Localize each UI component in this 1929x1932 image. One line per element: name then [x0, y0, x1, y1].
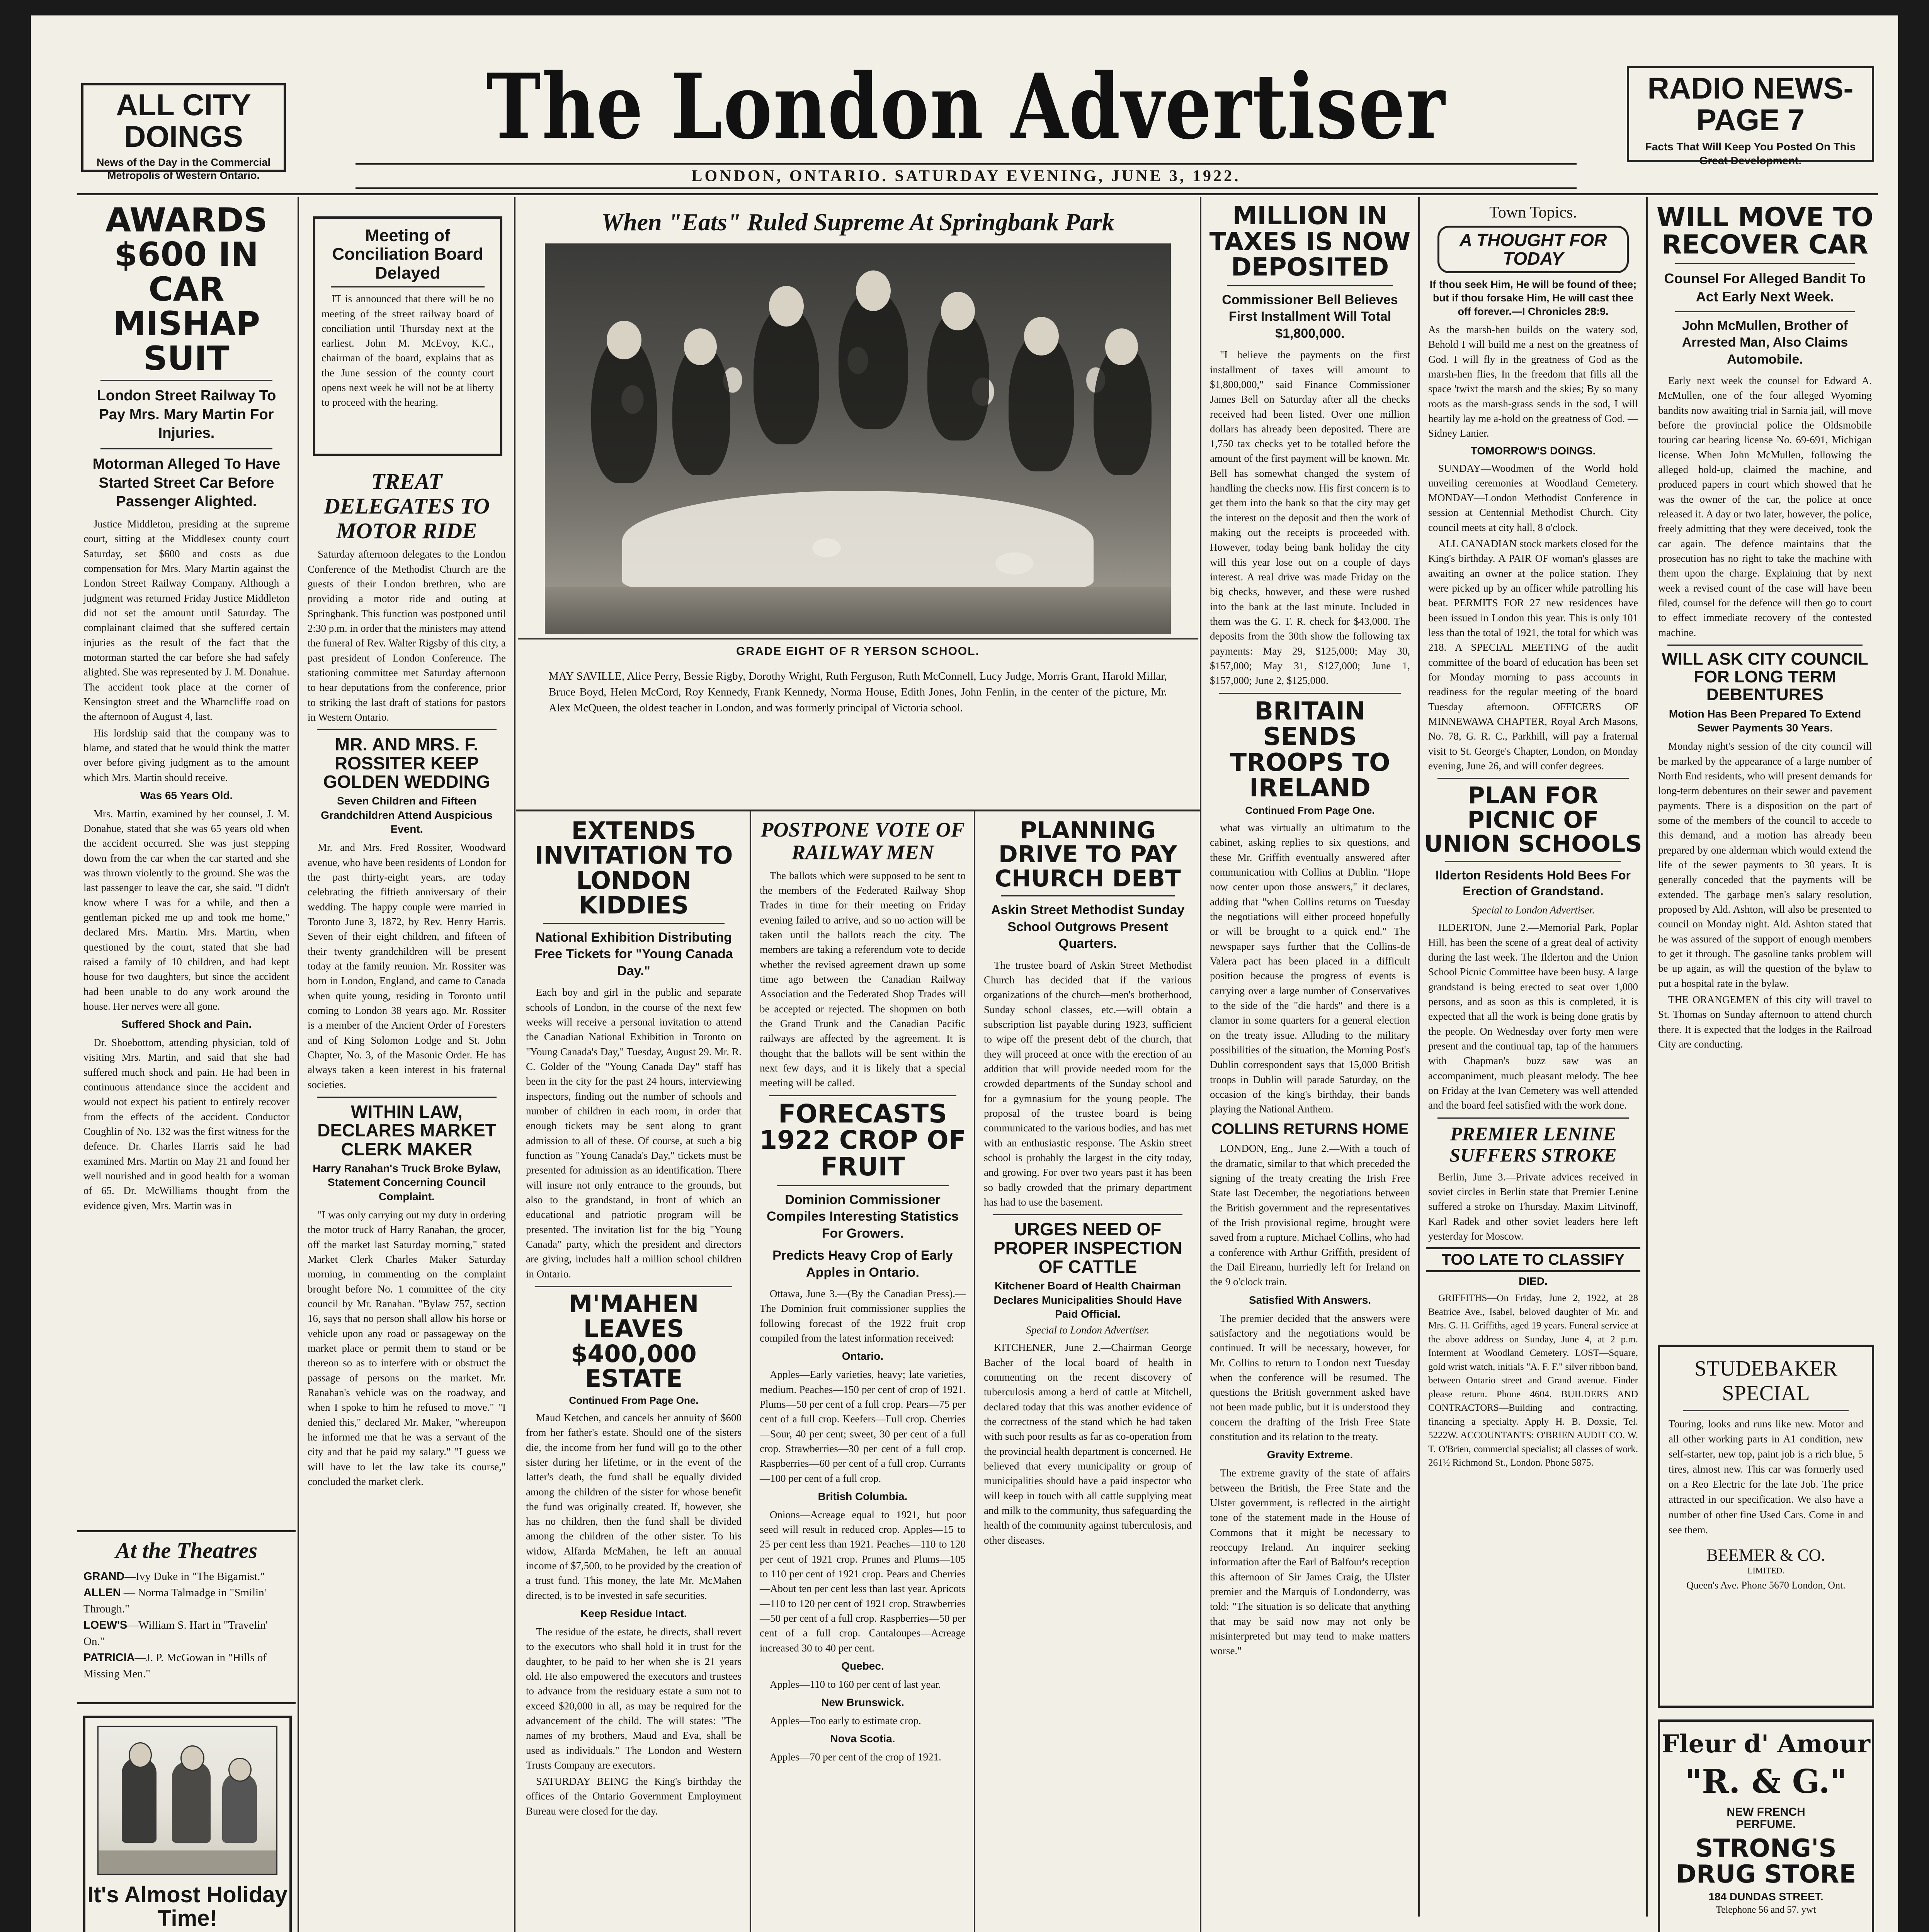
car-mishap-deck-2: Motorman Alleged To Have Started Street Car Before Passenger Alighted. — [92, 456, 281, 510]
lenine-headline: PREMIER LENINE SUFFERS STROKE — [1449, 1122, 1617, 1166]
conciliation-headline: Meeting of Conciliation Board Delayed — [332, 226, 483, 282]
column-4 — [754, 815, 972, 1932]
kodak-holiday-line: It's Almost Holiday Time! — [87, 1882, 287, 1931]
collins-headline: COLLINS RETURNS HOME — [1211, 1121, 1409, 1138]
church-debt-deck: Askin Street Methodist Sunday School Outgrows Present Quarters. — [991, 903, 1185, 951]
market-clerk-headline: WITHIN LAW, DECLARES MARKET CLERK MAKER — [317, 1101, 496, 1159]
dateline: LONDON, ONTARIO. SATURDAY EVENING, JUNE 3, 1922. — [691, 167, 1241, 185]
fruit-forecast-deck-1: Dominion Commissioner Compiles Interesting Statistics For Growers. — [767, 1192, 959, 1241]
invitation-deck: National Exhibition Distributing Free Tickets for "Young Canada Day." — [534, 930, 733, 978]
column-6 — [1204, 201, 1416, 1913]
fruit-ontario-label: Ontario. — [842, 1350, 884, 1362]
radio-news-title: RADIO NEWS-PAGE 7 — [1647, 71, 1854, 137]
cattle-headline: URGES NEED OF PROPER INSPECTION OF CATTLE — [993, 1219, 1182, 1277]
fruit-forecast-headline: FORECASTS 1922 CROP OF FRUIT — [759, 1099, 966, 1182]
column-1 — [77, 201, 296, 1526]
radio-news-box — [1627, 66, 1874, 167]
strongs-telephone: Telephone 56 and 57. ywt — [1716, 1905, 1816, 1915]
lenine-story: Berlin, June 3.—Private advices received in soviet circles in Berlin state that Premier Lenine suffered a stroke on Thursday. Maxim Litvinoff, Karl Radek and other soviet leaders here left yesterday for Moscow. — [1428, 1171, 1638, 1242]
mahen-story-1: Maud Ketchen, and cancels her annuity of $600 from her father's estate. Should one of the sisters die, the income from her fund will go to the other sister during her lifetime, or in the event of the latter's death, the fund shall be equally divided among the children of the sister for whose benefit the fund was originally created. If, however, she has no children, then the fund shall be divided among the children of the other sister. To his widow, Alfarda McMahen, he left an annual income of $7,500, to be provided by the creation of a trust fund. This money, the late Mr. McMahen directed, is to be invested in safe securities. — [526, 1412, 742, 1601]
city-doings-box — [81, 83, 286, 182]
strongs-address: 184 DUNDAS STREET. — [1708, 1891, 1824, 1903]
car-mishap-para-1: Justice Middleton, presiding at the supreme court, sitting at the Middlesex county court Saturday, set $600 and costs as due compensation for Mrs. Mary Martin against the London Street Railway Company. Although a judgment was returned Friday Justice Middleton did not set the amount until Saturday. The complainant claimed that she suffered certain injuries as the result of the fact that the motorman started the car before she had safely alighted. She was represented by J. M. Donahue. The accident took place at the corner of Kensington street and the Wharncliffe road on the afternoon of August 4, last. — [83, 518, 289, 723]
car-mishap-para-2: His lordship said that the company was to blame, and stated that he would think the matter over before giving judgment as to the amount which Mrs. Martin should receive. — [83, 727, 289, 783]
church-debt-story: The trustee board of Askin Street Methodist Church has decided that if the various organizations of the church—men's brotherhood, Sunday school classes, etc.—will obtain a subscription list payable during 1923, sufficient to wipe off the present debt of the church, that they will proceed at once with the erection of an addition that will provide needed room for the crowded departments of the Sunday school and for a gymnasium for the young people. The proposal of the trustee board is being communicated to the various bodies, and has met with an enthusiastic response. The Askin street school is probably the largest in the city today, and growing. For over two years past it has been so badly crowded that the primary department has had to use the basement. — [984, 959, 1192, 1208]
debentures-story: Monday night's session of the city council will be marked by the appearance of a large number of North End residents, who will present demands for long-term debentures on their sewer and pavement payments. There is a disposition on the part of some of the members of the council to accede to this demand, and a motion has already been prepared by one alderman which would extend the life of the sewer payments to 30 years. It is generally conceded that the payments will be extended. The garbage men's salary resolution, proposed by Ald. Ashton, will also be presented to council on Monday night. Ald. Ashton stated that he was assured of the support of enough members to get it through. The gasoline tanks problem will be up again, as will the question of the bylaw to put a hospital rate in the bylaw. — [1658, 740, 1872, 989]
tomorrow-title: TOMORROW'S DOINGS. — [1470, 444, 1596, 457]
car-mishap-para-3: Mrs. Martin, examined by her counsel, J. M. Donahue, stated that she was 65 years old when the accident occurred. She was just stepping down from the car when the car started and she was thrown violently to the ground. She was the last passenger to leave the car, she said. "I didn't know where I was for a while, and then a gentleman picked me up and took me home," declared Mrs. Martin. Mrs. Martin, when questioned by the court, stated that she had raised a family of 10 children, and had kept house for two daughters, but since the accident had been unable to do any work around the house. Her nerves were all gone. — [83, 808, 289, 1012]
column-5 — [978, 815, 1198, 1932]
recover-car-deck-2: John McMullen, Brother of Arrested Man, Also Claims Automobile. — [1682, 318, 1848, 367]
saturday-note: SATURDAY BEING the King's birthday the offices of the Ontario Government Employment Bureau were closed for the day. — [526, 1776, 742, 1817]
orangemen-note: THE ORANGEMEN of this city will travel to St. Thomas on Sunday afternoon to attend church there. It is expected that the lodges in the Railroad City are conducting. — [1658, 993, 1872, 1050]
city-doings-sub: News of the Day in the Commercial Metropolis of Western Ontario. — [96, 156, 271, 182]
cattle-deck: Kitchener Board of Health Chairman Declares Municipalities Should Have Paid Official. — [993, 1280, 1182, 1320]
gravity-subhead: Gravity Extreme. — [1267, 1449, 1353, 1461]
rossiter-story: Mr. and Mrs. Fred Rossiter, Woodward avenue, who have been residents of London for the past thirty-eight years, are today celebrating the fiftieth anniversary of their wedding. The happy couple were married in Toronto June 3, 1872, by Rev. Henry Harris. Seven of their eight children, and fifteen of their twenty grandchildren will be present today at the family reunion. Mr. Rossiter was born in London, England, and came to Canada when quite young, residing in Toronto until coming to London 38 years ago. Mr. Rossiter is a member of the Ancient Order of Foresters and of King Solomon Lodge and St. John Chapter, No. 3, of the Masonic Order. He has always taken a keen interest in his fraternal societies. — [308, 842, 506, 1090]
recover-car-headline: WILL MOVE TO RECOVER CAR — [1656, 202, 1874, 260]
fruit-ns-label: Nova Scotia. — [830, 1733, 895, 1745]
fleur-rg: "R. & G." — [1685, 1762, 1847, 1801]
newspaper-page — [31, 15, 1898, 1932]
conciliation-story: IT is announced that there will be no meeting of the street railway board of conciliation until Thursday next at the earliest. John M. McEvoy, K.C., chairman of the board, explains that as the June session of the county court opens next week he will not be at liberty to proceed with the hearing. — [322, 293, 494, 408]
classified-items: GRIFFITHS—On Friday, June 2, 1922, at 28 Beatrice Ave., Isabel, beloved daughter of Mr. and Mrs. G. H. Griffiths, aged 19 years. Funeral service at the above address on Sunday, June 4, at 2 p.m. Interment at Woodland Cemetery. LOST—Square, gold wrist watch, initials "A. F. F." silver ribbon band, between Ontario street and Grand avenue. Finder please return. Phone 4604. BUILDERS AND CONTRACTORS—Building and contracting, financing a specialty. Apply H. B. Doxsie, Tel. 5222W. ACCOUNTANTS: O'BRIEN AUDIT CO. W. T. O'Brien, commercial specialist; all classes of work. 261½ Richmond St., London. Phone 5875. — [1428, 1293, 1638, 1468]
theater-patricia: PATRICIA—J. P. McGowan in "Hills of Missing Men." — [83, 1651, 267, 1680]
photo-headline: When "Eats" Ruled Supreme At Springbank Park — [601, 208, 1114, 236]
treat-delegates-headline: TREAT DELEGATES TO MOTOR RIDE — [323, 469, 490, 543]
theater-allen: ALLEN — Norma Talmadge in "Smilin' Through." — [83, 1586, 266, 1615]
railway-vote-headline: POSTPONE VOTE OF RAILWAY MEN — [760, 818, 965, 864]
studebaker-ad — [1658, 1345, 1874, 1708]
rossiter-deck: Seven Children and Fifteen Grandchildren Attend Auspicious Event. — [321, 795, 493, 835]
ireland-headline: BRITAIN SENDS TROOPS TO IRELAND — [1230, 697, 1390, 803]
fleur-damour-ad — [1658, 1719, 1874, 1932]
fruit-intro: Ottawa, June 3.—(By the Canadian Press).—The Dominion fruit commissioner supplies the following forecast of the 1922 fruit crop compiled from the latest information received: — [760, 1288, 966, 1344]
mahen-headline: M'MAHEN LEAVES $400,000 ESTATE — [568, 1289, 699, 1393]
thought-box — [1437, 226, 1629, 273]
strongs-drug-store: STRONG'S DRUG STORE — [1676, 1834, 1856, 1889]
died-label: DIED. — [1519, 1275, 1548, 1287]
market-clerk-story: "I was only carrying out my duty in ordering the motor truck of Harry Ranahan, the grocer, off the market last Saturday morning," stated Market Clerk Charles Maker Saturday morning, in commenting on the complaint brought before No. 1 committee of the city council by Mr. Ranahan. "Bylaw 757, section 16, says that no person shall allow his horse or vehicle upon any road or passageway on the market place or permit them to stand or be thereon so as to interfere with or obstruct the passage of persons on the market. Mr. Ranahan's vehicle was on the roadway, and when I spoke to him he refused to move." "I denied this," declared Mr. Maker, "whereupon he informed me that he was a servant of the city and that he paid my salary." "I guess we will have to let the law take its course," concluded the market clerk. — [308, 1209, 506, 1487]
debentures-deck: Motion Has Been Prepared To Extend Sewer Payments 30 Years. — [1669, 707, 1861, 734]
mahen-subhead: Keep Residue Intact. — [580, 1607, 687, 1620]
mahen-continued: Continued From Page One. — [569, 1394, 699, 1406]
beemer-limited: LIMITED. — [1747, 1565, 1784, 1575]
studebaker-copy: Touring, looks and runs like new. Motor and all other working parts in A1 condition, new self-starter, new top, paint job is a rich blue, 5 tires, almost new. This car was formerly used on a Reo Electric for the late Job. The price attracted in our specification. We also have a number of other fine Used Cars. Come in and see them. — [1669, 1418, 1863, 1536]
too-late-title: TOO LATE TO CLASSIFY — [1441, 1251, 1625, 1269]
photo-caption: MAY SAVILLE, Alice Perry, Bessie Rigby, Dorothy Wright, Ruth Ferguson, Ruth McConnell, Lucy Judge, Morris Grant, Harold Millar, Bruce Boyd, Helen McCord, Roy Kennedy, Frank Kennedy, Norma House, Edith Jones, John Fenlin, in the center of the picture, Mr. Alex McQueen, the oldest teacher in London, and was formerly principal of Victoria school. — [549, 670, 1167, 714]
thought-verse: If thou seek Him, He will be found of thee; but if thou forsake Him, He will cast thee off forever.—I Chronicles 28:9. — [1429, 278, 1637, 317]
railway-vote-story: The ballots which were supposed to be sent to the members of the Federated Railway Shop Trades in time for their meeting on Friday evening failed to arrive, and so no action will be taken until the ballots reach the city. The members are taking a referendum vote to decide whether the revised agreement drawn up some time ago between the Canadian Railway Association and the Federated Shop Trades will be accepted or rejected. The shopmen on both the Grand Trunk and the Canadian Pacific railways are affected by the agreement. It is thought that the ballots will be sent within the next few days, and it is likely that a special meeting will be called. — [760, 869, 966, 1089]
fruit-quebec: Apples—110 to 160 per cent of last year. — [770, 1678, 941, 1690]
car-mishap-headline: AWARDS $600 IN CAR MISHAP SUIT — [105, 201, 268, 378]
market-clerk-deck: Harry Ranahan's Truck Broke Bylaw, Statement Concerning Council Complaint. — [313, 1162, 501, 1202]
church-debt-headline: PLANNING DRIVE TO PAY CHURCH DEBT — [995, 817, 1181, 892]
thought-title: A THOUGHT FOR TODAY — [1459, 230, 1607, 269]
masthead — [309, 54, 1623, 189]
car-mishap-para-4: Dr. Shoebottom, attending physician, told of visiting Mrs. Martin, and said that she had suffered much shock and pain. He had been in continuous attendance since the accident and would not expect his patient to entirely recover from the effects of the accident. Conductor Coughlin of No. 132 was the first witness for the defence. Dr. Charles Harris said he had examined Mrs. Martin on May 21 and found her well nourished and in good health for a woman of 65. Dr. McWilliams thought from the evidence given, Mrs. Martin was in — [83, 1036, 289, 1211]
satisfied-subhead: Satisfied With Answers. — [1249, 1294, 1371, 1306]
tomorrow-doings: SUNDAY—Woodmen of the World hold unveiling ceremonies at Woodland Cemetery. MONDAY—London Methodist Conference in session at Centennial Methodist Church. City council meets at city hall, 8 o'clock. — [1428, 462, 1638, 533]
debentures-headline: WILL ASK CITY COUNCIL FOR LONG TERM DEBENTURES — [1662, 650, 1868, 704]
city-doings-title: ALL CITY DOINGS — [116, 88, 251, 153]
recover-car-story: Early next week the counsel for Edward A. McMullen, one of the four alleged Wyoming bandits now awaiting trial in Sarnia jail, will move before the provincial police the Oldsmobile touring car bearing license No. 69-691, Michigan license. When John McMullen, following the alleged hold-up, claimed the machine, and produced papers in court which showed that he was the owner of the car, the police at once released it. A day or two later, however, the police, freely admitting that they were deceived, took the car again. The defence maintains that the prosecution has no right to take the machine with them upon the charge. Explaining that by next week a revised count of the case will have been filed, counsel for the defence will then go to court to effect immediate recovery of the contested machine. — [1658, 375, 1872, 638]
picnic-story: ILDERTON, June 2.—Memorial Park, Poplar Hill, has been the scene of a great deal of activity during the last week. The Ilderton and the Union School Picnic Committee have been busy. A large grandstand is being erected to seat over 1,000 persons, and as soon as this is completed, it is expected that all the work is being done gratis by the people. On Wednesday over forty men were present and the continual tap, tap of the hammers with Chapman's buzz saw was an accompaniment, much pleasant melody. The bee on Friday at the Ivan Cemetery was well attended and the board feel satisfied with the work done. — [1428, 922, 1638, 1111]
mahen-story-2: The residue of the estate, he directs, shall revert to the executors who shall hold it in trust for the daughter, to be paid to her when she is 21 years old. He also empowered the executors and trustees to advance from the residuary estate a sum not to exceed $20,000 in all, as may be required for the advancement of the child. The will states: "The names of my brothers, Maud and Eva, shall be used as individuals." The London and Western Trusts Company are executors. — [526, 1626, 742, 1771]
cattle-special: Special to London Advertiser. — [1026, 1324, 1150, 1336]
newspaper-title: The London Advertiser — [486, 54, 1446, 159]
picnic-special: Special to London Advertiser. — [1471, 904, 1595, 916]
fruit-forecast-deck-2: Predicts Heavy Crop of Early Apples in Ontario. — [772, 1248, 953, 1280]
beemer-name: BEEMER & CO. — [1706, 1545, 1825, 1565]
fruit-bc-label: British Columbia. — [818, 1490, 908, 1502]
ireland-continued: Continued From Page One. — [1245, 804, 1375, 816]
beemer-address: Queen's Ave. Phone 5670 London, Ont. — [1686, 1579, 1846, 1591]
holiday-illustration — [97, 1726, 277, 1875]
studebaker-title: STUDEBAKER SPECIAL — [1694, 1357, 1838, 1406]
car-mishap-subhead-2: Suffered Shock and Pain. — [121, 1018, 252, 1031]
photo-caption-title: GRADE EIGHT OF R YERSON SCHOOL. — [736, 645, 980, 658]
fruit-ns: Apples—70 per cent of the crop of 1921. — [770, 1751, 941, 1763]
theaters-box — [77, 1530, 296, 1704]
fruit-ontario: Apples—Early varieties, heavy; late varieties, medium. Peaches—150 per cent of crop of 1921. Plums—50 per cent of a full crop. Pears—75 per cent of a full crop. Keefers—Full crop. Cherries—Sour, 40 per cent; sweet, 30 per cent of a full crop. Strawberries—30 per cent of a full crop. Raspberries—60 per cent of a full crop. Currants—100 per cent of a full crop. — [760, 1369, 966, 1484]
theaters-title: At the Theatres — [115, 1538, 258, 1563]
invitation-headline: EXTENDS INVITATION TO LONDON KIDDIES — [534, 816, 733, 920]
photo-feature — [518, 201, 1198, 808]
fruit-nb: Apples—Too early to estimate crop. — [770, 1714, 921, 1726]
satisfied-story: The premier decided that the answers were satisfactory and the negotiations would be continued. It will be necessary, however, for Mr. Collins to return to London next Tuesday when the conference will be resumed. The questions the British government asked have not been made public, but it is understood they concern the drafting of the Irish Free State constitution and its relation to the treaty. — [1210, 1312, 1410, 1443]
rossiter-headline: MR. AND MRS. F. ROSSITER KEEP GOLDEN WEDDING — [323, 734, 490, 792]
car-mishap-subhead-1: Was 65 Years Old. — [140, 789, 233, 801]
car-mishap-deck-1: London Street Railway To Pay Mrs. Mary Martin For Injuries. — [97, 388, 276, 442]
fruit-bc: Onions—Acreage equal to 1921, but poor seed will result in reduced crop. Apples—15 to 25 per cent less than 1921. Peaches—110 to 120 per cent of 1921 crop. Prunes and Plums—105 to 110 per cent of 1921 crop. Pears and Cherries—About ten per cent less than last year. Apricots—110 to 120 per cent of 1921 crop. Strawberries—50 per cent of a full crop. Raspberries—50 per cent of a full crop. Cantaloupes—Acreage increased 30 to 40 per cent. — [760, 1509, 966, 1654]
conciliation-box — [313, 216, 502, 456]
fleur-title: Fleur d' Amour — [1662, 1730, 1870, 1759]
picnic-headline: PLAN FOR PICNIC OF UNION SCHOOLS — [1424, 782, 1642, 858]
taxes-story: "I believe the payments on the first installment of taxes will amount to $1,800,000," said Finance Commissioner James Bell on Saturday after all the checks received had been listed. Over one million dollars has already been deposited. There are 1,750 tax checks yet to be totalled before the amount of the first payment will be known. Mr. Bell has somewhat changed the system of handling the checks now. His first concern is to get them into the bank so that the city may get the interest on the deposit and then the work of making out the receipts is proceeded with. However, today being bank holiday the city will this year lose out on a couple of days interest. A real drive was made Friday on the big checks, however, and these were rushed into the bank at the last minute. Included in them was the G. T. R. check for $43,000. The deposits from the 30th show the following tax payments: May 29, $125,000; May 30, $157,000; May 31, $127,000; June 1, $157,000; June 2, $125,000. — [1210, 349, 1410, 687]
column-8 — [1652, 201, 1878, 1314]
kodak-ad — [83, 1716, 292, 1932]
town-topics-title: Town Topics. — [1489, 204, 1577, 221]
fleur-perfume: NEW FRENCH PERFUME. — [1727, 1806, 1805, 1831]
picnic-photo — [545, 243, 1171, 634]
theater-grand: GRAND—Ivy Duke in "The Bigamist." — [83, 1570, 265, 1583]
invitation-story: Each boy and girl in the public and separate schools of London, in the course of the next few weeks will receive a personal invitation to attend the Canadian National Exhibition in Toronto on "Young Canada's Day," Tuesday, August 29. Mr. R. C. Golder of the "Young Canada Day" staff has been in the city for the past 24 hours, interviewing inspectors, finding out the number of schools and number of children in each room, in order that enough tickets may be sent along to grant admission to all of these. Of course, at such a big function as "Young Canada's Day," tickets must be presented for admission as an identification. There will insure not only entrance to the grounds, but also to the grandstand, in front of which an educational and patriotic program will be presented. The invitation list for the big "Young Canada" party, which the president and directors are giving, includes half a million school children in Ontario. — [526, 986, 742, 1280]
theater-loews: LOEW'S—William S. Hart in "Travelin' On." — [83, 1619, 268, 1648]
gravity-story: The extreme gravity of the state of affairs between the British, the Free State and the Ulster government, is reflected in the airtight tone of the statement made in the House of Commons that it might be necessary to reoccupy Ireland. An inquirer seeking information after the Earl of Balfour's reception this afternoon of Sir James Craig, the Ulster premier and the Marquis of Londonderry, was told: "The situation is so delicate that anything that may be said now may not only be misinterpreted but may tend to make matters worse." — [1210, 1467, 1410, 1657]
thought-poem: As the marsh-hen builds on the watery sod, Behold I will build me a nest on the greatness of God. I will fly in the greatness of God as the marsh-hen flies, In the freedom that fills all the space 'twixt the marsh and the skies; By so many roots as the marsh-grass sends in the sod, I will heartily lay me a-hold on the greatness of God. —Sidney Lanier. — [1428, 323, 1638, 439]
cattle-story: KITCHENER, June 2.—Chairman George Bacher of the local board of health in commenting on the recent discovery of tuberculosis among a herd of cattle at Mitchell, declared today that this was another evidence of the correctness of the stand which he had taken with such poor results as far as co-operation from the provincial health department is concerned. He believed that every municipality or group of municipalities should have a paid inspector who will keep in touch with all cattle supplying meat and milk to the community, thus safeguarding the health of the community against tuberculosis, and other diseases. — [984, 1342, 1192, 1546]
taxes-headline: MILLION IN TAXES IS NOW DEPOSITED — [1209, 202, 1411, 282]
taxes-deck: Commissioner Bell Believes First Installment Will Total $1,800,000. — [1222, 292, 1398, 341]
column-7 — [1422, 201, 1644, 1913]
ireland-story: what was virtually an ultimatum to the cabinet, asking replies to six questions, and these Mr. Griffith eventually answered after communication with Collins at Dublin. "Hope now center upon those answers," it declares, adding that "when Collins returns on Tuesday the negotiations will either proceed hopefully or will be brought to a quick end." The newspaper says further that the Collins-de Valera pact has been placed in a difficult position because the progress of events is carrying over a large number of Conservatives to the side of the "die hards" and there is a clamor in some quarters for a general election on the treaty issue. Alluding to the military possibilities of the situation, the Morning Post's Dublin correspondent says that 15,000 British troops in Dublin will parade Saturday, on the occasion of the king's birthday, their bands playing the National Anthem. — [1210, 821, 1410, 1115]
collins-story: LONDON, Eng., June 2.—With a touch of the dramatic, similar to that which preceded the signing of the treaty creating the Irish Free State last December, the negotiations between the British government and the representatives of the Irish provisional regime, brought were saved from a rupture. Michael Collins, who had a conference with Arthur Griffith, president of the Dail Eireann, hurriedly left for Ireland on the 9 o'clock train. — [1210, 1143, 1410, 1288]
car-mishap-story — [83, 517, 289, 1213]
picnic-deck: Ilderton Residents Hold Bees For Erection of Grandstand. — [1436, 868, 1631, 898]
column-3 — [520, 815, 748, 1932]
column-2 — [301, 464, 512, 1932]
radio-news-sub: Facts That Will Keep You Posted On This Great Development. — [1645, 140, 1856, 167]
recover-car-deck-1: Counsel For Alleged Bandit To Act Early Next Week. — [1664, 270, 1866, 304]
town-topics-items: ALL CANADIAN stock markets closed for the King's birthday. A PAIR OF woman's glasses are awaiting an owner at the police station. They were picked up by an officer while patrolling his beat. PERMITS FOR 27 new residences have been issued in London this year. This is only 101 less than the total of 1921, the total for which was 218. A SPECIAL MEETING of the audit committee of the board of education has been set for Monday morning to pass accounts in readiness for the regular meeting of the board Tuesday afternoon. OFFICERS OF MINNEWAWA CHAPTER, Royal Arch Masons, No. 78, G. R. C., Parkhill, will pay a fraternal visit to St. George's Chapter, London, on Monday evening, June 26, and will confer degrees. — [1428, 538, 1638, 772]
fruit-nb-label: New Brunswick. — [821, 1696, 904, 1708]
fruit-quebec-label: Quebec. — [841, 1660, 884, 1672]
treat-delegates-story: Saturday afternoon delegates to the London Conference of the Methodist Church are the guests of their London brethren, who are providing a motor ride and outing at Springbank. This function was postponed until 2:30 p.m. in order that the ministers may attend the funeral of Rev. Walter Rigsby of this city, a past president of London Conference. The stationing committee met Saturday afternoon to hear deputations from the conference, prior to striking the last draft of stations for pastors in Western Ontario. — [308, 548, 506, 723]
